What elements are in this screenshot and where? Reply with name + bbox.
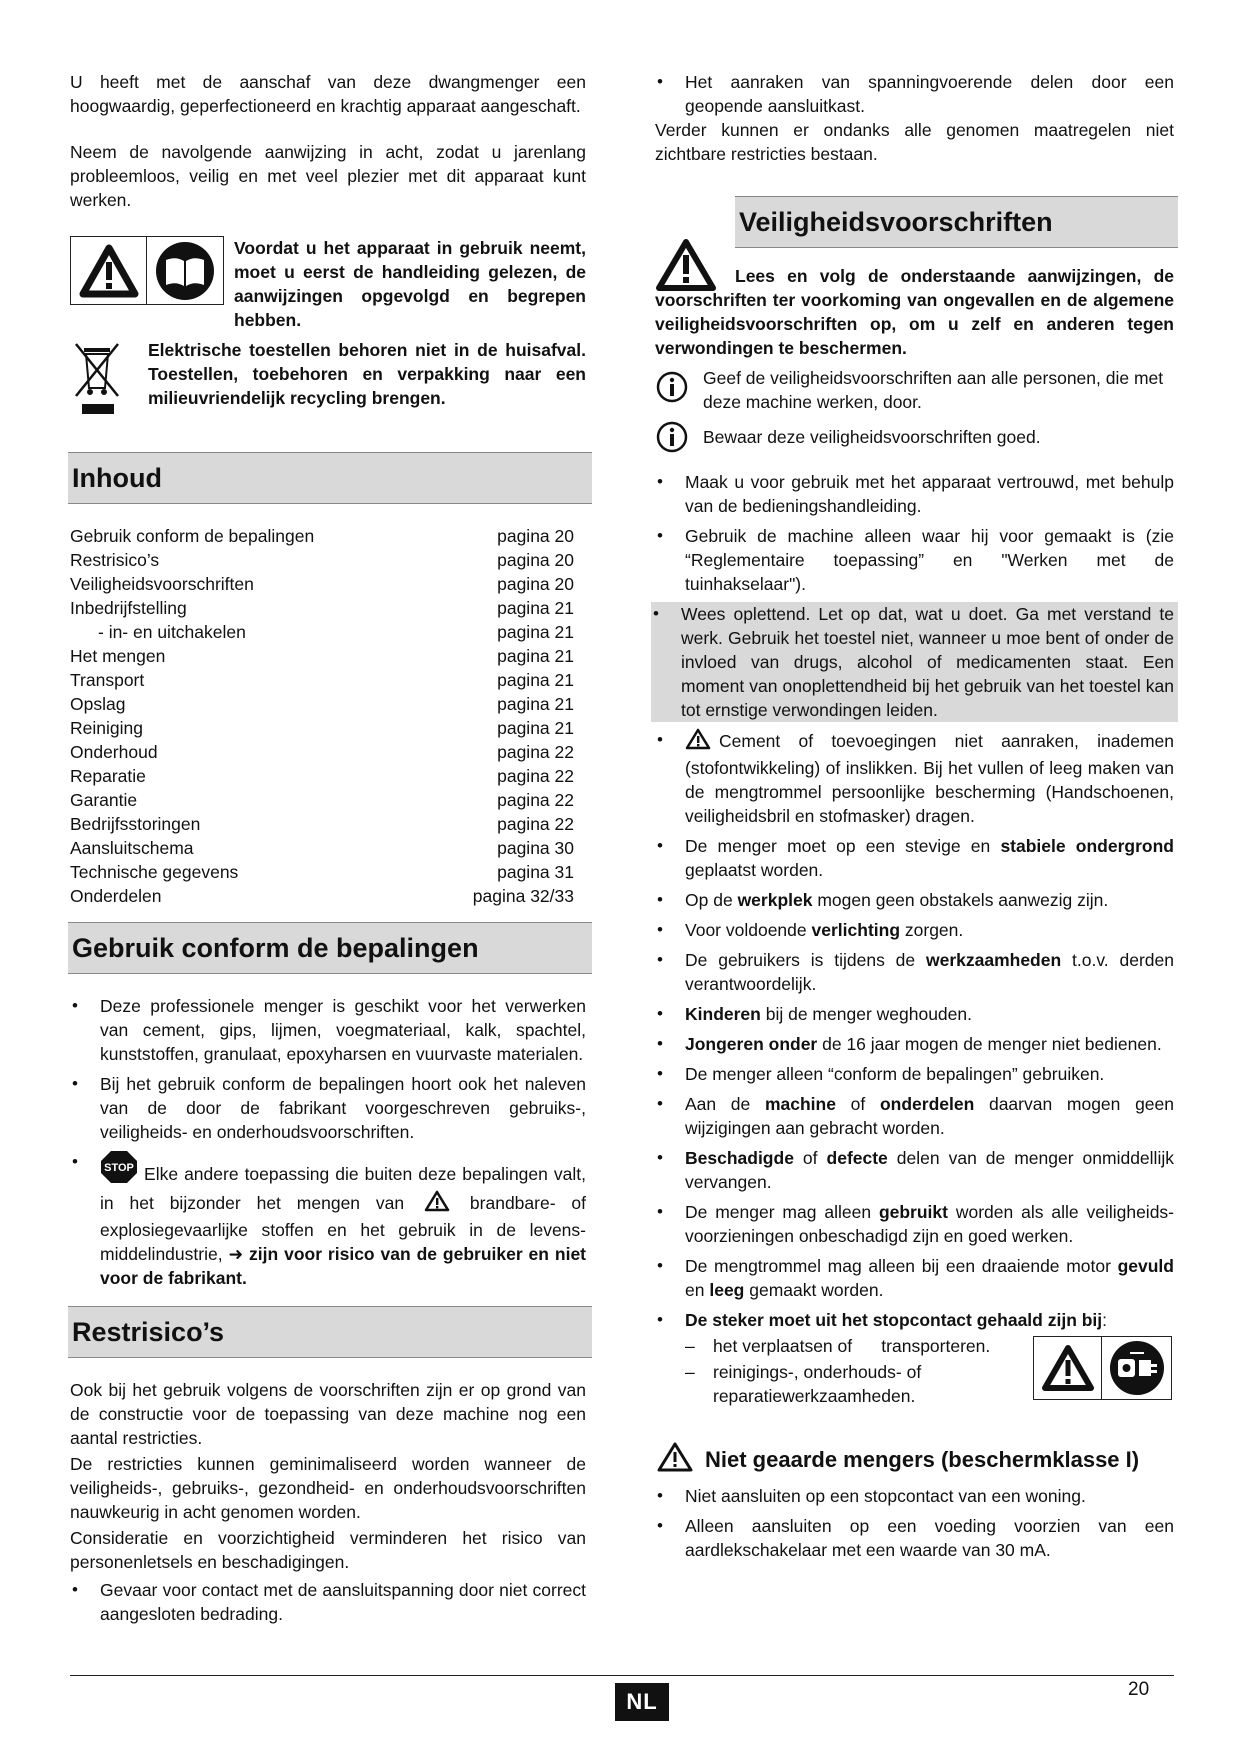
section-header-intended-use: Gebruik conform de bepalingen [68,922,592,974]
text: bij de menger weghouden. [765,1004,972,1024]
safety-lead-block [655,238,1174,360]
disposal-text: Elektrische toestellen behoren niet in de huisafval. Toestellen, toebehoren en verpakking naar een milieuvriendelijk recycling brengen. [148,340,586,408]
toc-entry [70,884,586,908]
other-use-responsibility: zijn voor risico van de gebruiker en niet voor de fabrikant. [100,1244,586,1288]
right-column [655,70,1174,1568]
toc-entry [70,860,586,884]
text: De menger moet op een stevige en [685,836,991,856]
toc-entry [70,740,586,764]
ungrounded-list [655,1484,1174,1562]
section-header-contents: Inhoud [68,452,592,504]
toc-entry [70,836,586,860]
list-item [655,918,1174,942]
text-bold: onderdelen [879,1094,975,1114]
list-item-highlighted: • Wees oplettend. Let op dat, wat u doet. Ga met verstand te werk. Gebruik het toestel niet, wanneer u moe bent of onder de invloed van drugs, alcohol of medicamenten staat. Een moment van onoplettendheid bij het gebruik van het toestel kan tot ernstige verwondingen leiden. [651,602,1178,722]
toc-entry-label: Gebruik conform de bepalingen [70,526,315,546]
warning-triangle-icon [71,237,147,304]
list-item: • Het aanraken van spanningvoerende delen door een geopende aansluitkast. [655,70,1174,118]
footer-divider [70,1675,1174,1676]
text: t.o.v. derden verantwoordelijk. [685,950,1174,994]
disposal-notice [70,338,586,422]
list-item [655,1002,1174,1026]
safety-lead-text: Lees en volg de onderstaande aanwijzingen, de voorschriften ter voorkoming van ongevallen en de algemene veiligheidsvoorschriften op, om u zelf en anderen tegen verwondingen te beschermen. [655,266,1174,358]
list-item [655,1146,1174,1194]
toc-entry-page: pagina 30 [497,838,574,858]
section-header-residual-risks: Restrisico’s [68,1306,592,1358]
other-use-text-b: brandbare- of explosiegevaarlijke stoffen en het gebruik in de levens-middelindustrie, [100,1193,587,1264]
list-item [655,1032,1174,1056]
toc-entry [70,764,586,788]
toc-entry-page: pagina 20 [497,574,574,594]
toc-entry [70,524,586,548]
list-item [655,948,1174,996]
text: daarvan mogen geen wijzigingen aan gebracht worden. [685,1094,1174,1138]
unplug-block [655,1334,1174,1408]
residual-list-continued [655,70,1174,118]
toc-entry [70,716,586,740]
text: geplaatst worden. [685,860,824,880]
toc-entry [70,788,586,812]
text-bold: Beschadigde [685,1148,794,1168]
toc-entry-page: pagina 20 [497,550,574,570]
table-of-contents [70,524,586,908]
list-item [655,728,1174,828]
text-bold: De steker moet uit het stopcontact gehaald zijn bij [685,1310,1103,1330]
list-item: • Niet aansluiten op een stopcontact van een woning. [655,1484,1174,1508]
toc-entry-page: pagina 22 [497,742,574,762]
text: of [802,1148,818,1168]
toc-entry-label: Het mengen [70,646,166,666]
toc-entry-label: Reparatie [70,766,146,786]
list-item: • Deze professionele menger is geschikt voor het verwerken van cement, gips, lijmen, voegmateriaal, kalk, spachtel, kunststoffen, granulaat, epoxyharsen en vuurvaste materialen. [70,994,586,1066]
ungrounded-title: Niet geaarde mengers (beschermklasse I) [705,1447,1140,1472]
list-item [70,1150,586,1290]
toc-entry [70,812,586,836]
list-item: • Bij het gebruik conform de bepalingen hoort ook het naleven van de door de fabrikant voorgeschreven gebruiks-, veiligheids- en onderhoudsvoorschriften. [70,1072,586,1144]
text-bold: gevuld [1117,1256,1174,1276]
dash-item: – het verplaatsen of transporteren. [655,1334,1174,1358]
text-bold: Kinderen [685,1004,761,1024]
list-item: • Gebruik de machine alleen waar hij voor gemaakt is (zie “Reglementaire toepassing” en "Werken met de tuinhakselaar"). [655,524,1174,596]
toc-entry-page: pagina 20 [497,526,574,546]
toc-entry-page: pagina 32/33 [472,886,574,906]
toc-entry [70,692,586,716]
toc-entry-label: Technische gegevens [70,862,239,882]
text-bold: leeg [709,1280,745,1300]
list-item: • Gevaar voor contact met de aansluitspanning door niet correct aangesloten bedrading. [70,1578,586,1626]
text: mogen geen obstakels aanwezig zijn. [817,890,1109,910]
toc-entry-page: pagina 21 [497,718,574,738]
toc-entry-label: Inbedrijfstelling [70,598,187,618]
read-manual-notice [70,236,586,332]
toc-entry-page: pagina 21 [497,670,574,690]
text-bold: werkplek [737,890,813,910]
toc-entry-page: pagina 22 [497,814,574,834]
read-manual-icon-box [70,236,224,305]
toc-entry-label: - in- en uitchakelen [98,622,246,642]
text-bold: stabiele ondergrond [1000,836,1174,856]
section-header-safety: Veiligheidsvoorschriften [735,196,1178,248]
info-note-text: Geef de veiligheidsvoorschriften aan alle personen, die met deze machine werken, door. [703,368,1164,412]
toc-entry [70,548,586,572]
intro-paragraph-1: U heeft met de aanschaf van deze dwangmenger een hoogwaardig, geperfectioneerd en krachtig apparaat aangeschaft. [70,72,586,116]
text: De menger mag alleen [685,1202,872,1222]
text: zorgen. [904,920,964,940]
residual-paragraph-2: De restricties kunnen geminimaliseerd worden wanneer de veiligheids-, gebruiks-, gezondheid- en onderhoudsvoorschriften nauwkeurig in acht genomen worden. [70,1454,586,1522]
list-item [655,1254,1174,1302]
list-item [655,888,1174,912]
toc-entry-page: pagina 21 [497,622,574,642]
intro-paragraph-2: Neem de navolgende aanwijzing in acht, zodat u jarenlang probleemloos, veilig en met veel plezier met dit apparaat kunt werken. [70,142,586,210]
list-item [655,1308,1174,1332]
text: gemaakt worden. [749,1280,884,1300]
toc-entry [70,620,586,644]
manual-book-icon [147,237,223,304]
residual-paragraph-3: Consideratie en voorzichtigheid verminderen het risico van personenletsels en beschadigingen. [70,1528,586,1572]
stop-icon-label: • STOP [104,1162,134,1174]
info-note-1 [655,366,1174,414]
page-number: 20 [1128,1679,1150,1700]
list-item [655,834,1174,882]
toc-entry-label: Restrisico’s [70,550,160,570]
toc-entry-page: pagina 21 [497,694,574,714]
toc-entry-label: Reiniging [70,718,143,738]
list-item: • Alleen aansluiten op een voeding voorzien van een aardlekschakelaar met een waarde van 30 mA. [655,1514,1174,1562]
toc-entry-page: pagina 22 [497,766,574,786]
warning-triangle-icon [1034,1337,1102,1399]
text: de 16 jaar mogen de menger niet bedienen. [822,1034,1162,1054]
toc-entry-page: pagina 21 [497,598,574,618]
list-item: • De menger alleen “conform de bepalingen” gebruiken. [655,1062,1174,1086]
warning-small-icon [657,1442,693,1478]
toc-entry [70,668,586,692]
list-item [655,1200,1174,1248]
text-bold: machine [764,1094,836,1114]
toc-entry-label: Aansluitschema [70,838,194,858]
info-note-2 [655,420,1174,460]
unplug-icon [1102,1337,1171,1399]
text: Aan de [685,1094,751,1114]
intended-use-list [70,994,586,1290]
toc-entry-label: Veiligheidsvoorschriften [70,574,254,594]
text-bold: gebruikt [878,1202,948,1222]
info-icon [655,370,689,410]
ungrounded-heading [655,1442,1174,1478]
text-bold: Jongeren onder [685,1034,818,1054]
toc-entry-label: Opslag [70,694,126,714]
toc-entry [70,572,586,596]
toc-entry-label: Transport [70,670,145,690]
text-bold: werkzaamheden [925,950,1062,970]
warning-triangle-icon [655,238,717,298]
toc-entry-label: Onderdelen [70,886,162,906]
residual-paragraph-4: Verder kunnen er ondanks alle genomen maatregelen niet zichtbare restricties bestaan. [655,120,1174,164]
toc-entry [70,644,586,668]
toc-entry-label: Onderhoud [70,742,158,762]
residual-paragraph-1: Ook bij het gebruik volgens de voorschriften zijn er op grond van de constructie voor de toepassing van deze machine nog een aantal restricties. [70,1380,586,1448]
warning-small-icon [424,1190,450,1218]
text: : [1102,1310,1108,1330]
text: Voor voldoende [685,920,807,940]
toc-entry-page: pagina 21 [497,646,574,666]
text: of [850,1094,866,1114]
left-column [70,70,586,1632]
crossed-bin-icon [70,338,148,422]
toc-entry [70,596,586,620]
other-use-text-a: Elke andere toepassing die buiten deze bepalingen valt, in het bijzonder het mengen van [100,1164,586,1213]
stop-icon [100,1150,138,1190]
residual-list [70,1578,586,1626]
toc-entry-page: pagina 22 [497,790,574,810]
warning-small-icon [685,728,711,756]
dash-item: – reinigings-, onderhouds- of reparatiewerkzaamheden. [655,1360,933,1408]
toc-entry-page: pagina 31 [497,862,574,882]
text: en [685,1280,705,1300]
info-icon [655,420,689,460]
unplug-icon-box [1033,1336,1172,1400]
text-bold: defecte [826,1148,888,1168]
text: De gebruikers is tijdens de [685,950,916,970]
list-item: • Maak u voor gebruik met het apparaat vertrouwd, met behulp van de bedieningshandleiding. [655,470,1174,518]
list-item [655,1092,1174,1140]
arrow-icon: ➜ [228,1244,250,1264]
text: worden als alle veiligheids-voorzieningen onbeschadigd zijn en goed werken. [685,1202,1175,1246]
read-manual-text: Voordat u het apparaat in gebruik neemt, moet u eerst de handleiding gelezen, de aanwijzingen opgevolgd en begrepen hebben. [234,238,586,330]
safety-list [655,470,1174,1332]
text: De mengtrommel mag alleen bij een draaiende motor [685,1256,1111,1276]
cement-warning-text: Cement of toevoegingen niet aanraken, inademen (stofontwikkeling) of inslikken. Bij het vullen of leeg maken van de mengtrommel persoonlijke bescherming (Handschoenen, veiligheidsbril en stofmasker) dragen. [685,731,1174,826]
language-badge: NL [615,1683,669,1721]
text-bold: verlichting [811,920,901,940]
toc-entry-label: Garantie [70,790,138,810]
info-note-text: Bewaar deze veiligheidsvoorschriften goed. [703,427,1041,447]
toc-entry-label: Bedrijfsstoringen [70,814,201,834]
text: Op de [685,890,733,910]
text: delen van de menger onmiddellijk vervangen. [685,1148,1174,1192]
